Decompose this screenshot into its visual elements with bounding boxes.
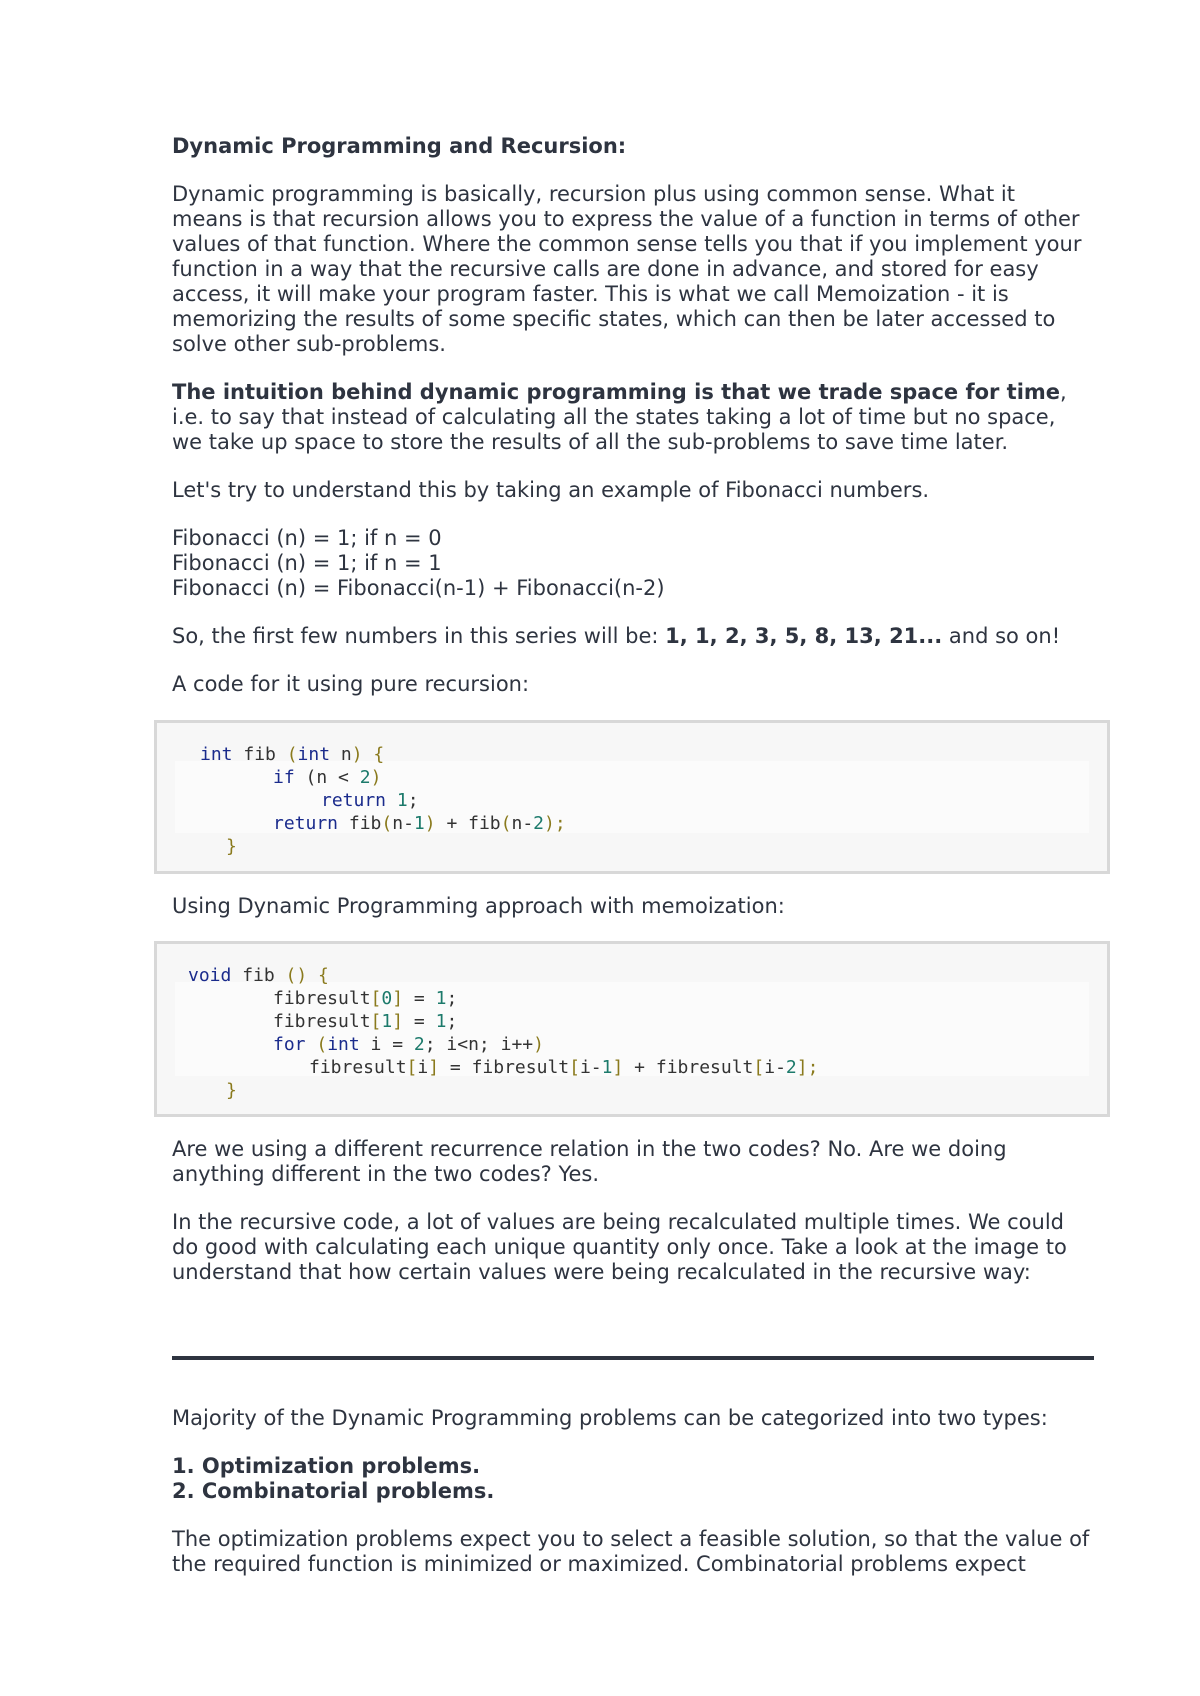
optimization-paragraph: The optimization problems expect you to select a feasible solution, so that the value of the required function is minimized or maximized. Combinatorial problems expect: [172, 1527, 1090, 1576]
fib-definition: Fibonacci (n) = Fibonacci(n-1) + Fibonacci(n-2): [172, 576, 665, 600]
fib-definitions: [172, 526, 1092, 601]
code-line: fibresult[0] = 1;: [273, 988, 458, 1009]
code-line: }: [226, 836, 237, 857]
series-suffix: and so on!: [942, 624, 1061, 648]
page-title: Dynamic Programming and Recursion:: [172, 134, 627, 158]
code-line: }: [226, 1080, 237, 1101]
intuition-bold: The intuition behind dynamic programming is that we trade space for time: [172, 380, 1061, 404]
memoization-code-block: [154, 941, 1110, 1117]
dp-label: Using Dynamic Programming approach with memoization:: [172, 894, 785, 918]
type-item: 1. Optimization problems.: [172, 1454, 481, 1478]
code-line: return fib(n-1) + fib(n-2);: [273, 813, 566, 834]
code-line: return 1;: [321, 790, 419, 811]
majority-paragraph: Majority of the Dynamic Programming problems can be categorized into two types:: [172, 1406, 1048, 1430]
code-line: fibresult[i] = fibresult[i-1] + fibresult[i-2];: [309, 1057, 819, 1078]
code-line: fibresult[1] = 1;: [273, 1011, 458, 1032]
type-item: 2. Combinatorial problems.: [172, 1479, 495, 1503]
intro-paragraph: Dynamic programming is basically, recursion plus using common sense. What it means is that recursion allows you to express the value of a function in terms of other values of that function. Where the common sense tells you that if you implement your function in a way that the recursive calls are done in advance, and stored for easy access, it will make your program faster. This is what we call Memoization - it is memorizing the results of some specific states, which can then be later accessed to solve other sub-problems.: [172, 182, 1082, 356]
series-paragraph: [172, 624, 1092, 649]
intuition-paragraph: [172, 380, 1092, 455]
recursion-code-block: [154, 720, 1110, 874]
recursion-label: A code for it using pure recursion:: [172, 672, 530, 696]
fib-definition: Fibonacci (n) = 1; if n = 0: [172, 526, 442, 550]
code-line: for (int i = 2; i<n; i++): [273, 1034, 544, 1055]
series-values: 1, 1, 2, 3, 5, 8, 13, 21...: [665, 624, 943, 648]
code-line: if (n < 2): [273, 767, 382, 788]
code-line: int fib (int n) {: [200, 744, 385, 765]
intuition-rest: , i.e. to say that instead of calculating all the states taking a lot of time but no space, we take up space to store the results of all the sub-problems to save time later.: [172, 380, 1067, 454]
question-paragraph: Are we using a different recurrence relation in the two codes? No. Are we doing anything different in the two codes? Yes.: [172, 1137, 1007, 1186]
fib-definition: Fibonacci (n) = 1; if n = 1: [172, 551, 442, 575]
document-body: [172, 134, 1092, 697]
code-line: void fib () {: [188, 965, 329, 986]
series-prefix: So, the first few numbers in this series will be:: [172, 624, 666, 648]
fib-intro-paragraph: Let's try to understand this by taking an example of Fibonacci numbers.: [172, 478, 930, 502]
horizontal-divider: [172, 1356, 1094, 1360]
recalc-paragraph: In the recursive code, a lot of values are being recalculated multiple times. We could do good with calculating each unique quantity only once. Take a look at the image to understand that how certain values were being recalculated in the recursive way:: [172, 1210, 1067, 1284]
